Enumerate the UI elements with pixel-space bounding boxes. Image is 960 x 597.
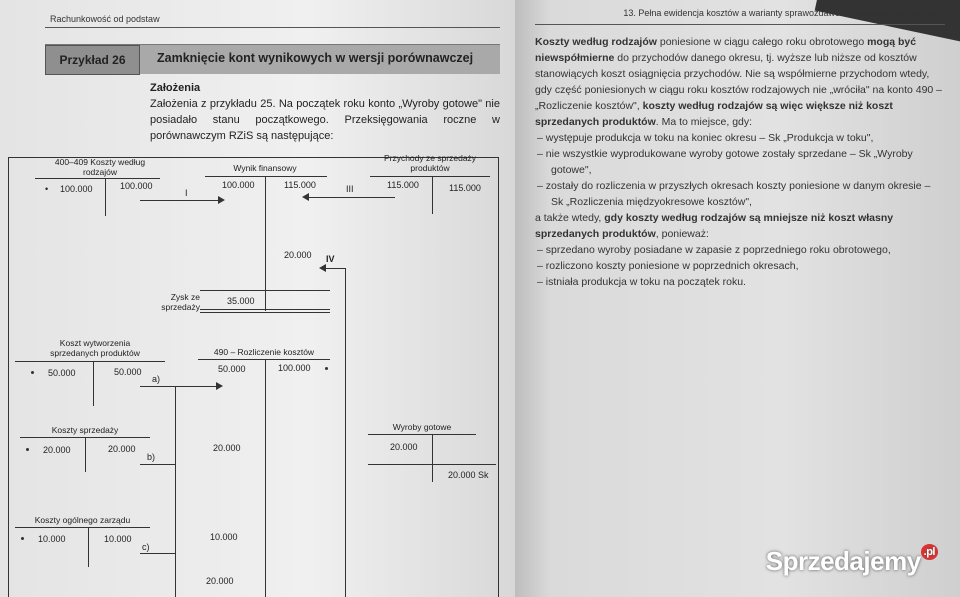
list-item: – występuje produkcja w toku na koniec okresu – Sk „Produkcja w toku", xyxy=(537,132,874,144)
section-text: Założenia z przykładu 25. Na początek roku konto „Wyroby gotowe" nie posiadało stanu początkowego. Przeksięgowania roczne w porównawczym RZiS są następujące: xyxy=(150,98,500,142)
wynik-credit-2: 20.000 xyxy=(284,250,312,260)
a490-debit-4: 20.000 xyxy=(206,576,234,586)
ksp-debit: 20.000 xyxy=(43,445,71,455)
arrow-label-a: a) xyxy=(152,374,161,384)
wg-credit: 20.000 Sk xyxy=(448,470,489,480)
kwsp-credit: 50.000 xyxy=(114,367,142,377)
account-400-title: 400–409 Koszty według rodzajów xyxy=(54,157,146,177)
list-item: – rozliczono koszty poniesione w poprzednich okresach, xyxy=(537,260,799,272)
kzo-debit: 10.000 xyxy=(38,534,66,544)
arrow-label-i: I xyxy=(185,188,188,198)
wynik-credit: 115.000 xyxy=(284,180,316,190)
running-header: Rachunkowość od podstaw xyxy=(50,14,160,24)
przychody-title: Przychody ze sprzedaży produktów xyxy=(383,153,477,173)
list-item: – nie wszystkie wyprodukowane wyroby gotowe zostały sprzedane – Sk „Wyroby gotowe", xyxy=(537,148,913,176)
body-text: Koszty według rodzajów poniesione w ciągu całego roku obrotowego mogą być niewspółmierne do przychodów danego okresu, tj. wyższe lub niższe od kosztów stanowiących koszt osiągnięcia przychodów. Nie są współmierne przychodom wtedy, gdy część poniesionych w ciągu roku kosztów rodzajowych nie „wróciła" na konto 490 – „Rozliczenie kosztów", koszty według rodzajów są więc większe niż koszt sprzedanych produktów. Ma to miejsce, gdy: – występuje produkcja w toku na koniec okresu – Sk „Produkcja w toku", – nie wszystkie wyprodukowane wyroby gotowe zostały sprzedane – Sk „Wyroby gotowe", – zostały do rozliczenia w przyszłych okresach koszty poniesione w danym okresie – Sk „Rozliczenia międzyokresowe kosztów", a także wtedy, gdy koszty według rodzajów są mniejsze niż koszt własny sprzedanych produktów, ponieważ: – sprzedano wyroby posiadane w zapasie z poprzedniego roku obrotowego, – rozliczono koszty poniesione w poprzednich okresach, – istniała produkcja w toku na początek roku. xyxy=(535,34,945,290)
przychody-credit: 115.000 xyxy=(449,183,481,193)
list-item: – sprzedano wyroby posiadane w zapasie z poprzedniego roku obrotowego, xyxy=(537,244,891,256)
arrow-head-icon xyxy=(319,264,326,272)
wynik-title: Wynik finansowy xyxy=(233,163,297,173)
przychody-debit: 115.000 xyxy=(387,180,419,190)
ksp-credit: 20.000 xyxy=(108,444,136,454)
arrow-label-iv: IV xyxy=(326,254,335,264)
account-400-debit: 100.000 xyxy=(60,184,93,194)
ksp-title: Koszty sprzedaży xyxy=(51,425,119,435)
right-page xyxy=(515,0,960,597)
list-item: – zostały do rozliczenia w przyszłych okresach koszty poniesione w danym okresie – Sk „Rozliczenia międzyokresowe kosztów", xyxy=(537,180,931,208)
a490-debit: 50.000 xyxy=(218,364,246,374)
example-title: Zamknięcie kont wynikowych w wersji porównawczej xyxy=(157,51,474,65)
arrow-label-c: c) xyxy=(142,542,150,552)
kwsp-title: Koszt wytworzenia sprzedanych produktów xyxy=(50,338,140,358)
example-banner xyxy=(45,44,500,74)
arrow-head-icon xyxy=(216,382,223,390)
kzo-credit: 10.000 xyxy=(104,534,132,544)
account-400-credit: 100.000 xyxy=(120,181,153,191)
running-header: 13. Pełna ewidencja kosztów a warianty sprawozdawcze rachunku zysków i strat xyxy=(623,8,945,18)
profit-label: Zysk ze sprzedaży xyxy=(161,292,200,312)
watermark-logo: Sprzedajemy $^{.pl}$ xyxy=(766,546,938,577)
profit-value: 35.000 xyxy=(227,296,255,306)
example-label: Przykład 26 xyxy=(45,45,140,75)
bullet-mark: • xyxy=(45,184,49,194)
a490-debit-2: 20.000 xyxy=(213,443,241,453)
a490-debit-3: 10.000 xyxy=(210,532,238,542)
wg-title: Wyroby gotowe xyxy=(392,422,452,432)
arrow-head-icon xyxy=(218,196,225,204)
wynik-debit: 100.000 xyxy=(222,180,255,190)
kwsp-debit: 50.000 xyxy=(48,368,76,378)
arrow-label-iii: III xyxy=(346,184,354,194)
a490-title: 490 – Rozliczenie kosztów xyxy=(213,347,315,357)
section-heading: Założenia xyxy=(150,82,201,94)
arrow-head-icon xyxy=(302,193,309,201)
kzo-title: Koszty ogólnego zarządu xyxy=(34,515,131,525)
arrow-label-b: b) xyxy=(147,452,156,462)
wg-debit: 20.000 xyxy=(390,442,418,452)
a490-credit: 100.000 xyxy=(278,363,311,373)
list-item: – istniała produkcja w toku na początek roku. xyxy=(537,276,746,288)
